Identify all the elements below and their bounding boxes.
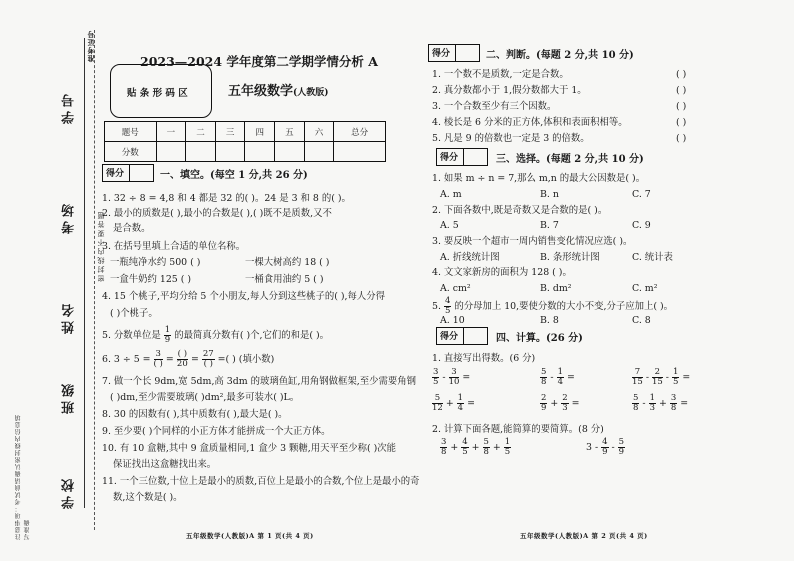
section1-heading: 一、填空。(每空 1 分,共 26 分) — [160, 170, 308, 181]
fill-q2: 2. 最小的质数是( ),最小的合数是( ),( )既不是质数,又不 — [102, 208, 332, 219]
fill-q11: 11. 一个三位数,十位上是最小的质数,百位上是最小的合数,个位上是最小的奇 — [102, 476, 420, 487]
score-table-cell: 分数 — [105, 142, 157, 162]
calc-expression-1: $\frac{3}{8}$ + $\frac{4}{5}$ + $\frac{5}{8}$ + $\frac{1}{5}$ — [441, 437, 511, 457]
calc-item: $\frac{5}{8}$ - $\frac{1}{3}$ + $\frac{3}{8}$ = — [633, 393, 689, 413]
calc-item: $\frac{3}{5}$ - $\frac{3}{10}$ = — [433, 367, 471, 387]
fill-q10-cont: 保证找出这盒糖找出来。 — [113, 459, 217, 470]
admission-number-label: 准考证号 — [86, 30, 95, 62]
school-label: 学校 — [62, 475, 77, 509]
fill-q3-d: 一桶食用油约 5 ( ) — [245, 274, 324, 285]
fill-q2-cont: 是合数。 — [113, 223, 151, 234]
seal-dashed-line — [94, 30, 95, 530]
section4-score-box: 得分 — [436, 327, 488, 345]
score-label: 得分 — [106, 169, 125, 179]
choice-q1-opt-b[interactable]: B. n — [540, 189, 559, 200]
judge-q5: 5. 凡是 9 的倍数也一定是 3 的倍数。 — [432, 133, 590, 144]
fraction: $\frac{4}{5}$ — [444, 296, 451, 316]
score-table — [104, 121, 386, 162]
binding-margin — [10, 30, 105, 540]
choice-q3-opt-c[interactable]: C. 统计表 — [632, 252, 673, 263]
fill-q4: 4. 15 个桃子,平均分给 5 个小朋友,每人分到这些桃子的( ),每人分得 — [102, 291, 385, 302]
section2-heading: 二、判断。(每题 2 分,共 10 分) — [486, 50, 634, 61]
judge-q1: 1. 一个数不是质数,一定是合数。 — [432, 69, 569, 80]
fill-q7-cont: ( )dm,至少需要玻璃( )dm²,最多可装水( )L。 — [110, 392, 300, 403]
calc-item: $\frac{2}{9}$ + $\frac{2}{3}$ = — [541, 393, 580, 413]
edition-label: (人教版) — [293, 88, 329, 98]
fill-q9: 9. 至少要( )个同样的小正方体才能拼成一个大正方体。 — [102, 426, 331, 437]
choice-q5-opt-b[interactable]: B. 8 — [540, 315, 559, 326]
page2-footer: 五年级数学(人教版)A 第 2 页(共 4 页) — [520, 532, 648, 540]
fill-q4-cont: ( )个桃子。 — [110, 308, 158, 319]
choice-q2-opt-a[interactable]: A. 5 — [440, 220, 459, 231]
section1-score-box — [102, 164, 154, 182]
student-id-label: 学号 — [62, 90, 77, 124]
calc-item: $\frac{7}{15}$ - $\frac{2}{15}$ - $\frac{1}{5}$ = — [632, 367, 691, 387]
fill-q3-b: 一棵大树高约 18 ( ) — [245, 257, 330, 268]
choice-q5: 5. $\frac{4}{5}$ 的分母加上 10,要使分数的大小不变,分子应加上( )。 — [432, 296, 674, 316]
calc-part2-heading: 2. 计算下面各题,能简算的要简算。(8 分) — [432, 424, 604, 435]
section4-heading: 四、计算。(26 分) — [496, 333, 583, 344]
choice-q4-opt-b[interactable]: B. dm² — [540, 283, 572, 294]
fraction: $\frac{1}{9}$ — [164, 325, 171, 345]
barcode-label: 贴 条 形 码 区 — [127, 88, 188, 99]
fraction: $\frac{3}{( )}$ — [153, 349, 163, 369]
fill-q3-c: 一盒牛奶约 125 ( ) — [110, 274, 192, 285]
score-input-cell[interactable] — [275, 142, 305, 162]
score-table-cell: 一 — [156, 122, 186, 142]
score-table-cell: 总分 — [334, 122, 386, 142]
section2-score-box: 得分 — [428, 44, 480, 62]
judge-q3: 3. 一个合数至少有三个因数。 — [432, 101, 557, 112]
binding-line — [84, 38, 85, 508]
fill-q8: 8. 30 的因数有( ),其中质数有( ),最大是( )。 — [102, 409, 288, 420]
score-table-score-row — [105, 142, 386, 162]
score-input-cell[interactable] — [334, 142, 386, 162]
judge-answer-box[interactable]: ( ) — [676, 85, 687, 96]
name-label: 姓名 — [62, 300, 77, 334]
fill-q10: 10. 有 10 盒糖,其中 9 盒质量相同,1 盒少 3 颗糖,用天平至少称( )次能 — [102, 443, 397, 454]
page1-footer: 五年级数学(人教版)A 第 1 页(共 4 页) — [186, 532, 314, 540]
judge-answer-box[interactable]: ( ) — [676, 133, 687, 144]
score-table-cell: 五 — [275, 122, 305, 142]
fill-q5-prefix: 5. 分数单位是 — [102, 330, 161, 341]
score-input-cell[interactable] — [304, 142, 334, 162]
choice-q5-opt-c[interactable]: C. 8 — [632, 315, 651, 326]
notice-text: 注意事项：考试前请确认密封线内信息填写准确 — [15, 414, 31, 540]
choice-q1: 1. 如果 m ÷ n = 7,那么 m,n 的最大公因数是( )。 — [432, 173, 646, 184]
score-table-header-row — [105, 122, 386, 142]
subject-name: 五年级数学 — [228, 84, 294, 99]
exam-title: 2023—2024 学年度第二学期学情分析 A — [140, 54, 378, 69]
fill-q7: 7. 做一个长 9dm,宽 5dm,高 3dm 的玻璃鱼缸,用角钢做框架,至少需要角钢 — [102, 376, 416, 387]
score-table-cell: 题号 — [105, 122, 157, 142]
fill-q1: 1. 32 ÷ 8 = 4,8 和 4 都是 32 的( )。24 是 3 和 8 的( )。 — [102, 193, 351, 204]
choice-q2-opt-c[interactable]: C. 9 — [632, 220, 651, 231]
choice-q5-opt-a[interactable]: A. 10 — [440, 315, 465, 326]
section3-heading: 三、选择。(每题 2 分,共 10 分) — [496, 154, 644, 165]
choice-q4: 4. 文文家新房的面积为 128 ( )。 — [432, 267, 572, 278]
calc-item: $\frac{5}{8}$ - $\frac{1}{4}$ = — [541, 367, 575, 387]
score-table-cell: 二 — [186, 122, 216, 142]
calc-item: $\frac{5}{12}$ + $\frac{1}{4}$ = — [432, 393, 475, 413]
fill-q11-cont: 数,这个数是( )。 — [113, 492, 183, 503]
score-table-cell: 三 — [215, 122, 245, 142]
score-table-cell: 六 — [304, 122, 334, 142]
score-input-cell[interactable] — [156, 142, 186, 162]
choice-q3-opt-a[interactable]: A. 折线统计图 — [440, 252, 500, 263]
judge-answer-box[interactable]: ( ) — [676, 69, 687, 80]
choice-q4-opt-c[interactable]: C. m² — [632, 283, 658, 294]
fill-q3-a: 一瓶纯净水约 500 ( ) — [110, 257, 201, 268]
subject-title — [228, 80, 329, 99]
fill-q5 — [102, 326, 329, 345]
choice-q3-opt-b[interactable]: B. 条形统计图 — [540, 252, 600, 263]
choice-q2: 2. 下面各数中,既是奇数又是合数的是( )。 — [432, 205, 608, 216]
choice-q2-opt-b[interactable]: B. 7 — [540, 220, 559, 231]
fill-q5-suffix: 的最简真分数有( )个,它们的和是( )。 — [174, 330, 330, 341]
calc-part1-heading: 1. 直接写出得数。(6 分) — [432, 353, 536, 364]
class-label: 班级 — [62, 380, 77, 414]
calc-expression-2: 3 - $\frac{4}{9}$ - $\frac{5}{9}$ — [586, 437, 625, 457]
fraction: $\frac{( )}{20}$ — [176, 349, 188, 369]
section3-score-box: 得分 — [436, 148, 488, 166]
fraction: $\frac{27}{( )}$ — [202, 349, 214, 369]
judge-answer-box[interactable]: ( ) — [676, 101, 687, 112]
choice-q1-opt-a[interactable]: A. m — [440, 189, 462, 200]
exam-room-label: 考场 — [62, 200, 77, 234]
score-table-cell: 四 — [245, 122, 275, 142]
score-input-cell[interactable] — [215, 142, 245, 162]
score-input-cell[interactable] — [245, 142, 275, 162]
fill-q3: 3. 在括号里填上合适的单位名称。 — [102, 241, 246, 252]
score-input-cell[interactable] — [186, 142, 216, 162]
judge-answer-box[interactable]: ( ) — [676, 117, 687, 128]
choice-q4-opt-a[interactable]: A. cm² — [440, 283, 471, 294]
barcode-area — [110, 64, 212, 118]
choice-q1-opt-c[interactable]: C. 7 — [632, 189, 651, 200]
judge-q4: 4. 棱长是 6 分米的正方体,体积和表面积相等。 — [432, 117, 628, 128]
choice-q3: 3. 要反映一个超市一周内销售变化情况应选( )。 — [432, 236, 633, 247]
judge-q2: 2. 真分数都小于 1,假分数都大于 1。 — [432, 85, 587, 96]
fill-q6: 6. 3 ÷ 5 = $\frac{3}{( )}$ = $\frac{( )}{20}$ = $\frac{27}{( )}$ =( ) (填小数) — [102, 349, 275, 369]
seal-line-notice: 密封线内不要答题 — [97, 210, 105, 282]
